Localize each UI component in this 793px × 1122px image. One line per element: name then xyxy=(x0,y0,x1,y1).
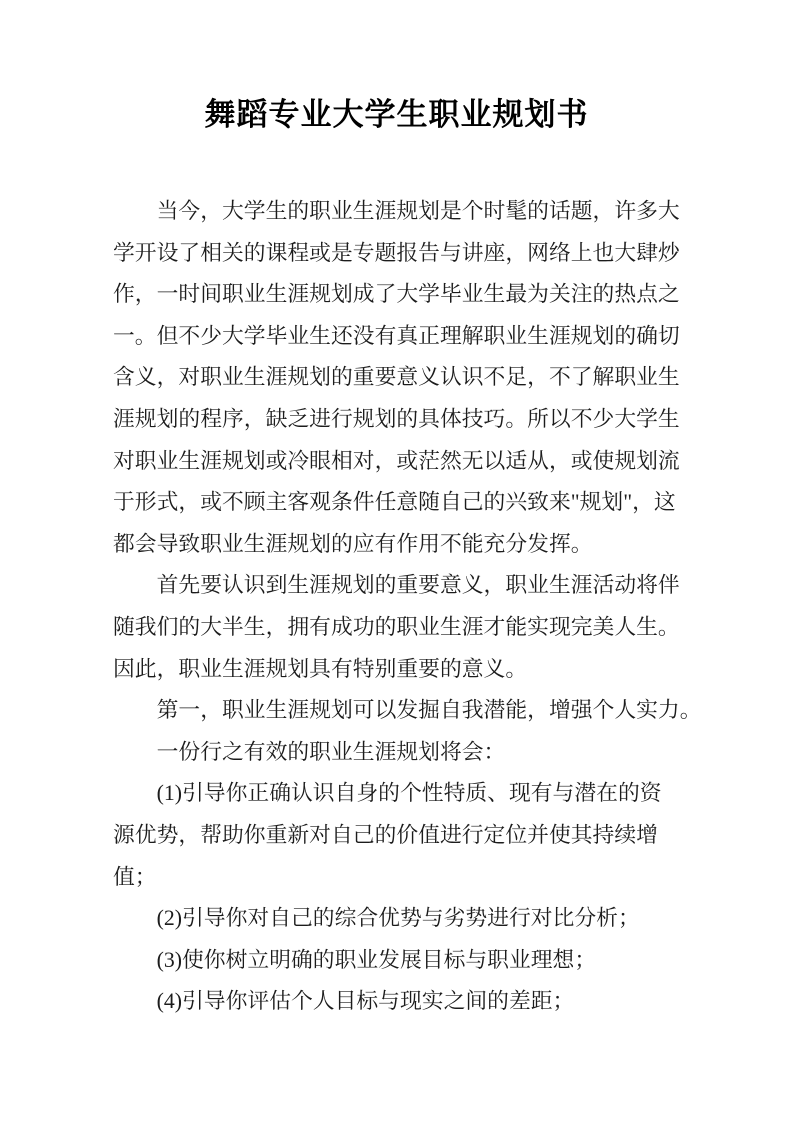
body-line: (4)引导你评估个人目标与现实之间的差距； xyxy=(156,989,575,1014)
body-line: 因此，职业生涯规划具有特别重要的意义。 xyxy=(113,656,528,681)
body-line: 都会导致职业生涯规划的应有作用不能充分发挥。 xyxy=(113,531,593,556)
body-line: (1)引导你正确认识自身的个性特质、现有与潜在的资 xyxy=(156,781,662,806)
body-line: 作，一时间职业生涯规划成了大学毕业生最为关注的热点之 xyxy=(113,282,680,307)
document-title: 舞蹈专业大学生职业规划书 xyxy=(204,97,589,132)
body-line: 学开设了相关的课程或是专题报告与讲座，网络上也大肆炒 xyxy=(113,240,680,265)
body-line: 涯规划的程序，缺乏进行规划的具体技巧。所以不少大学生 xyxy=(113,406,680,431)
body-line: 对职业生涯规划或冷眼相对，或茫然无以适从，或使规划流 xyxy=(113,448,680,473)
body-line: 一。但不少大学毕业生还没有真正理解职业生涯规划的确切 xyxy=(113,323,680,348)
document-body xyxy=(113,191,713,1023)
body-line: 源优势，帮助你重新对自己的价值进行定位并使其持续增 xyxy=(113,822,658,847)
body-line: 第一，职业生涯规划可以发掘自我潜能，增强个人实力。 xyxy=(156,698,702,723)
body-line: 一份行之有效的职业生涯规划将会： xyxy=(156,739,506,764)
body-line: 当今，大学生的职业生涯规划是个时髦的话题，许多大 xyxy=(156,199,680,223)
body-line: (3)使你树立明确的职业发展目标与职业理想； xyxy=(156,947,597,972)
body-line: 于形式，或不顾主客观条件任意随自己的兴致来"规划"，这 xyxy=(113,490,676,515)
body-line: 含义，对职业生涯规划的重要意义认识不足，不了解职业生 xyxy=(113,365,680,390)
body-line: 首先要认识到生涯规划的重要意义，职业生涯活动将伴 xyxy=(156,573,680,598)
body-line: (2)引导你对自己的综合优势与劣势进行对比分析； xyxy=(156,906,640,931)
body-line: 随我们的大半生，拥有成功的职业生涯才能实现完美人生。 xyxy=(113,614,680,639)
body-line: 值； xyxy=(113,864,157,889)
